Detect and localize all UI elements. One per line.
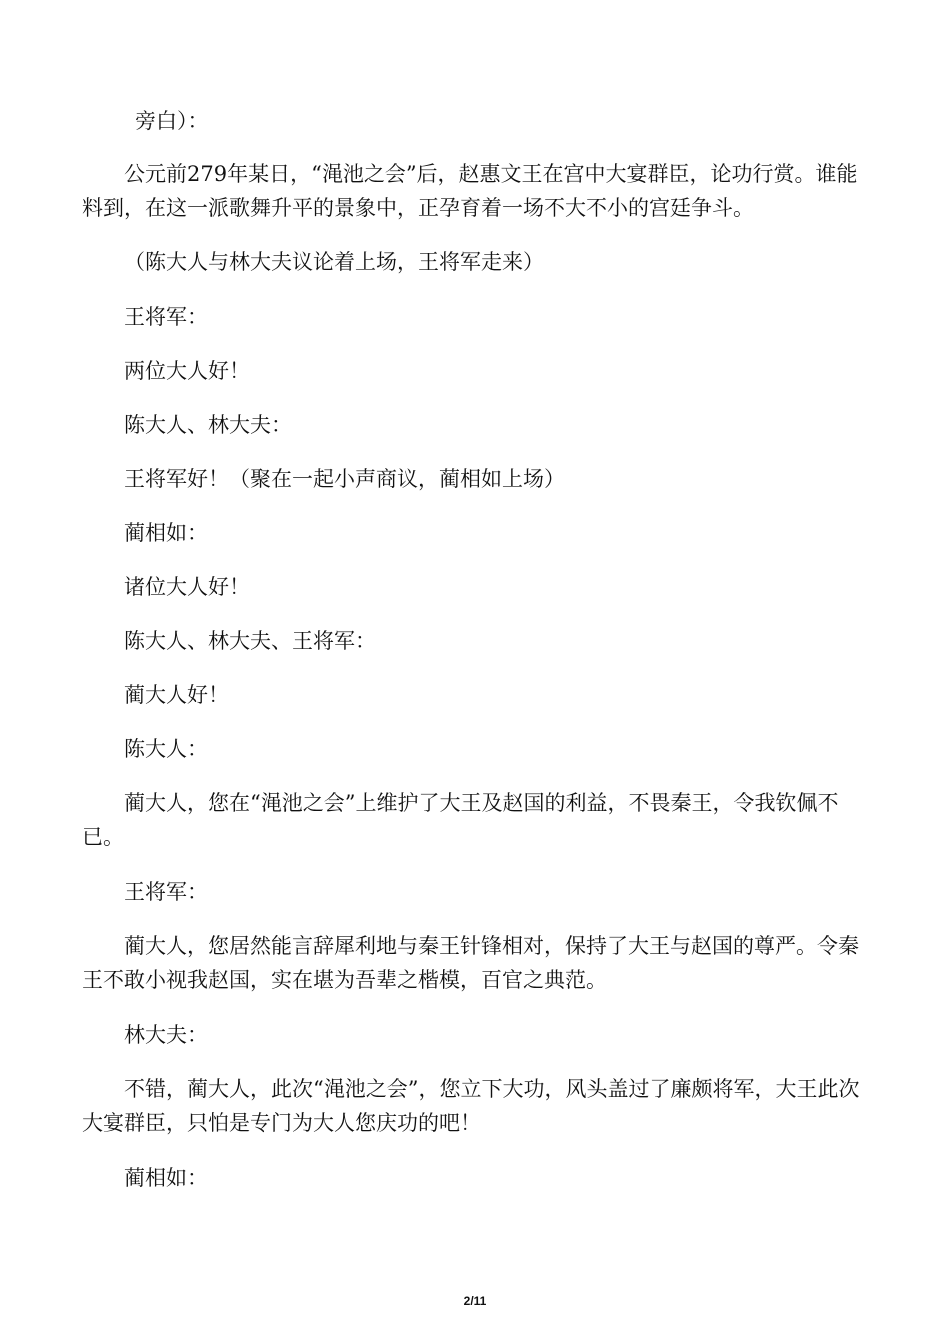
dialogue-line: 蔺大人好！: [124, 683, 229, 707]
dialogue-line: 不错，蔺大人，此次“渑池之会”，您立下大功，风头盖过了廉颇将军，大王此次大宴群臣，只怕是专门为大人您庆功的吧！: [82, 1077, 860, 1135]
speaker-label: 陈大人：: [124, 737, 208, 761]
speaker-label: 陈大人、林大夫：: [124, 413, 292, 437]
speaker-label: 王将军：: [124, 305, 208, 329]
dialogue-line: 诸位大人好！: [124, 575, 250, 599]
stage-direction: （陈大人与林大夫议论着上场，王将军走来）: [124, 250, 544, 274]
narration-label: 旁白）：: [135, 109, 209, 133]
speaker-label: 林大夫：: [124, 1023, 208, 1047]
speaker-label: 王将军：: [124, 880, 208, 904]
dialogue-line: 蔺大人，您在“渑池之会”上维护了大王及赵国的利益，不畏秦王，令我钦佩不已。: [82, 791, 839, 849]
speaker-label: 陈大人、林大夫、王将军：: [124, 629, 376, 653]
narration-text: 公元前279年某日，“渑池之会”后，赵惠文王在宫中大宴群臣，论功行赏。谁能料到，在这一派歌舞升平的景象中，正孕育着一场不大不小的宫廷争斗。: [82, 162, 858, 220]
page-number: 2/11: [463, 1294, 487, 1308]
dialogue-line: 两位大人好！: [124, 359, 250, 383]
dialogue-line: 王将军好！（聚在一起小声商议，蔺相如上场）: [124, 467, 565, 491]
speaker-label: 蔺相如：: [124, 521, 208, 545]
speaker-label: 蔺相如：: [124, 1166, 208, 1190]
dialogue-line: 蔺大人，您居然能言辞犀利地与秦王针锋相对，保持了大王与赵国的尊严。令秦王不敢小视我赵国，实在堪为吾辈之楷模，百官之典范。: [82, 934, 859, 992]
